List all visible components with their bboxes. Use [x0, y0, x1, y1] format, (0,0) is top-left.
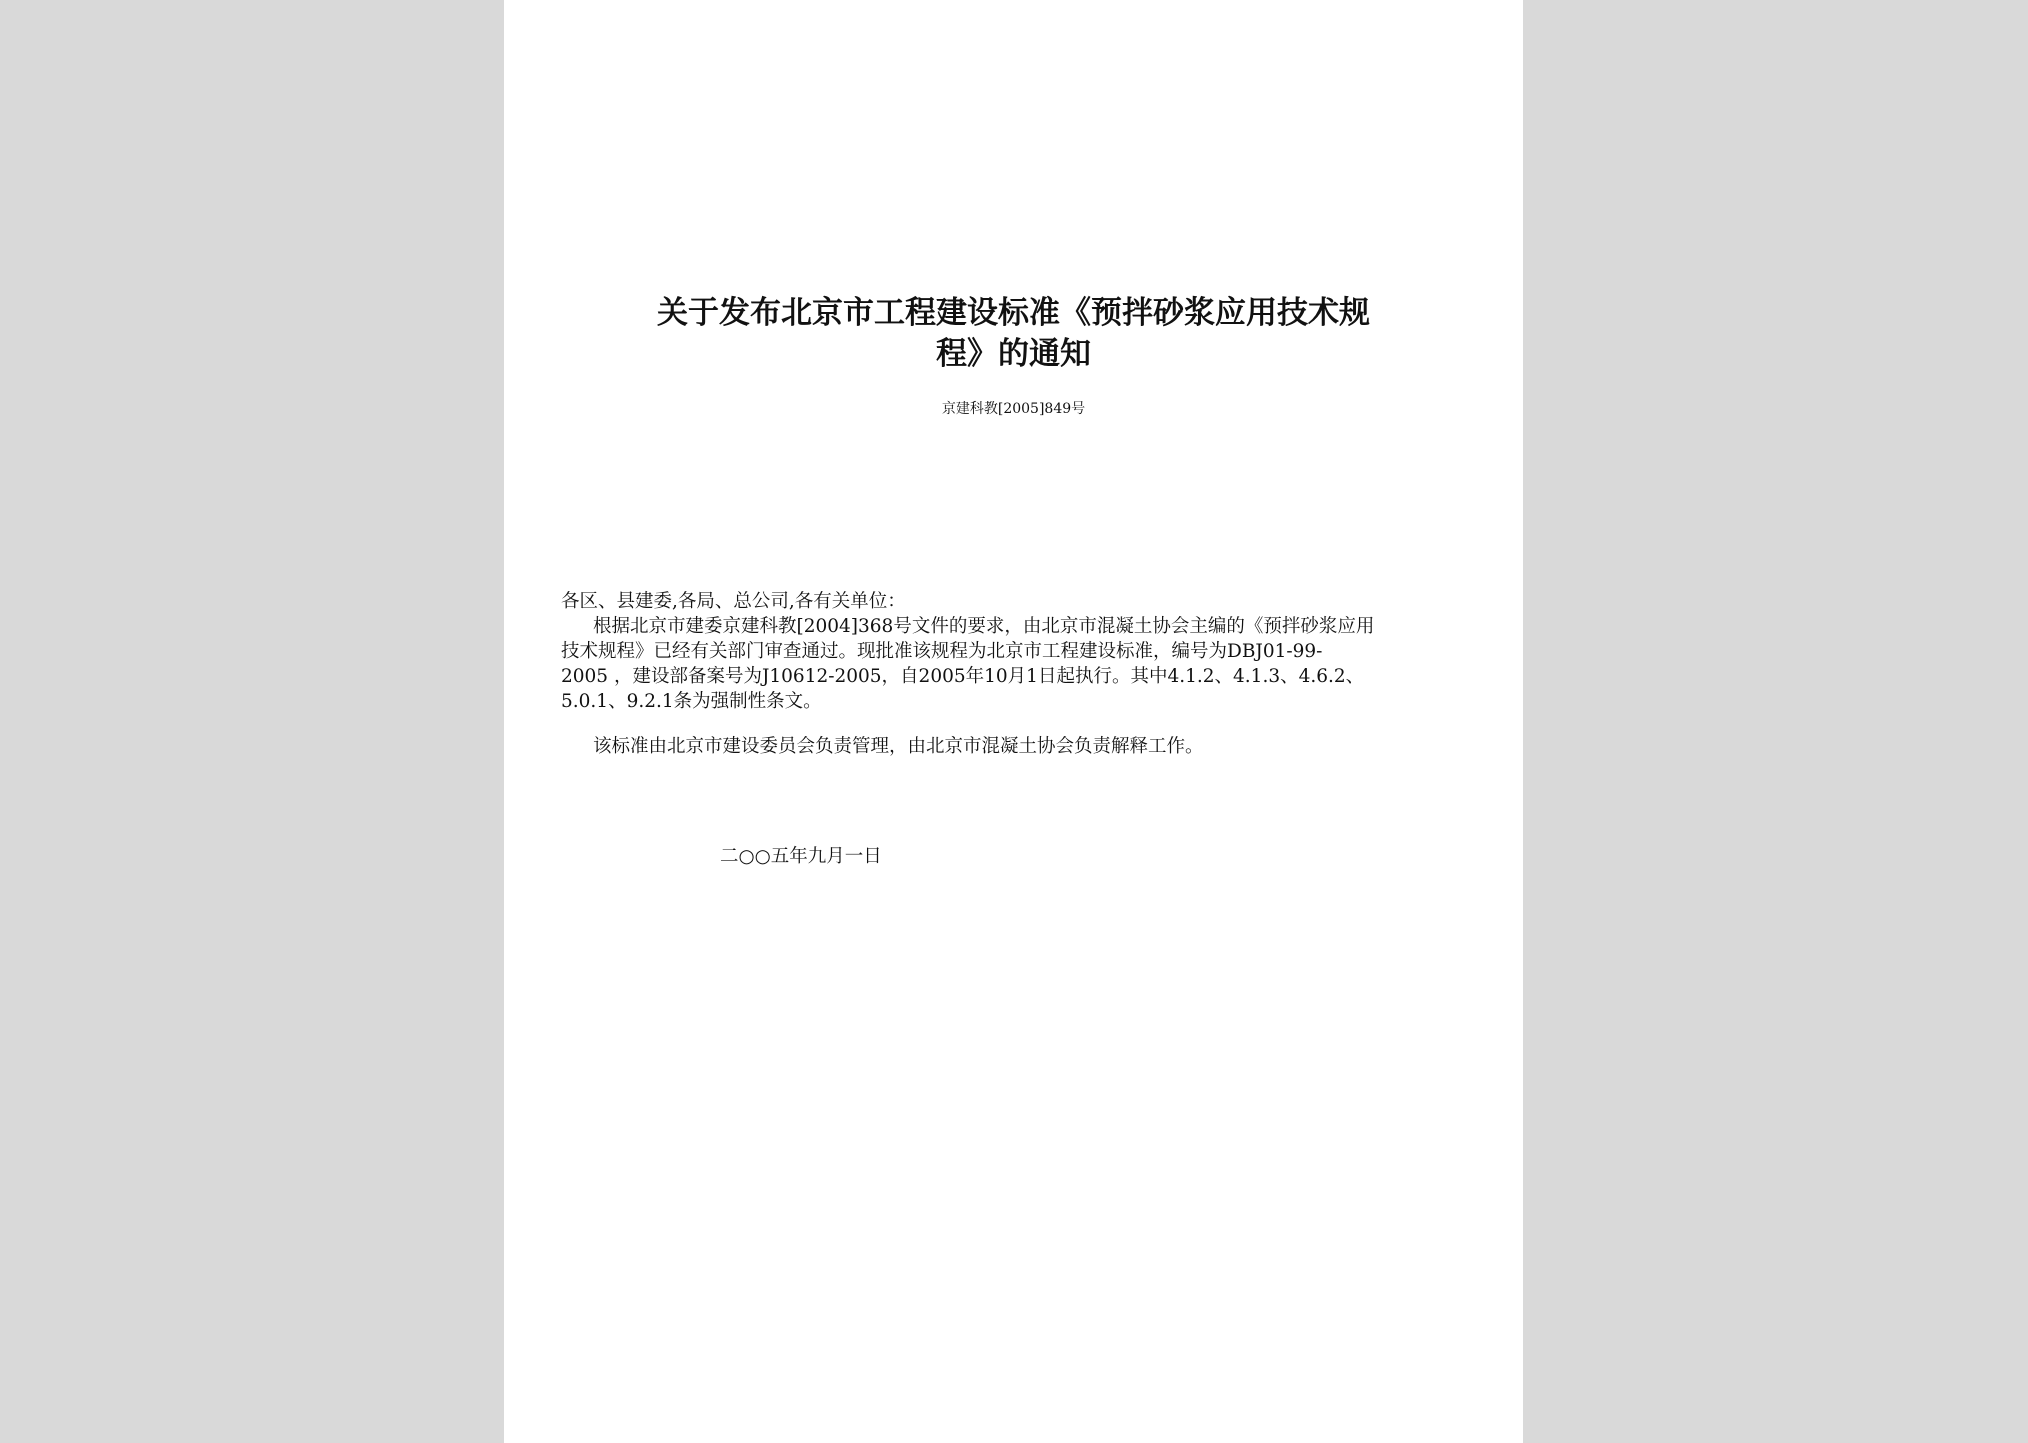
- paragraph-2: 该标准由北京市建设委员会负责管理，由北京市混凝土协会负责解释工作。: [593, 736, 1204, 757]
- paragraph-1-line-1: 根据北京市建委京建科教[2004]368号文件的要求，由北京市混凝土协会主编的《预拌砂浆应用: [593, 616, 1375, 637]
- issue-date: 二○○五年九月一日: [720, 846, 882, 867]
- paragraph-1-line-2: 技术规程》已经有关部门审查通过。现批准该规程为北京市工程建设标准，编号为DBJ01-99-: [561, 641, 1323, 662]
- document-title-line-2: 程》的通知: [936, 336, 1091, 372]
- document-number: 京建科教[2005]849号: [941, 401, 1086, 417]
- document-page: [504, 0, 1523, 1443]
- salutation: 各区、县建委,各局、总公司,各有关单位：: [561, 591, 906, 612]
- paragraph-1-line-3: 2005 ，建设部备案号为J10612-2005，自2005年10月1日起执行。其中4.1.2、4.1.3、4.6.2、: [561, 666, 1365, 687]
- document-title-line-1: 关于发布北京市工程建设标准《预拌砂浆应用技术规: [657, 295, 1370, 331]
- paragraph-1-line-4: 5.0.1、9.2.1条为强制性条文。: [561, 691, 822, 712]
